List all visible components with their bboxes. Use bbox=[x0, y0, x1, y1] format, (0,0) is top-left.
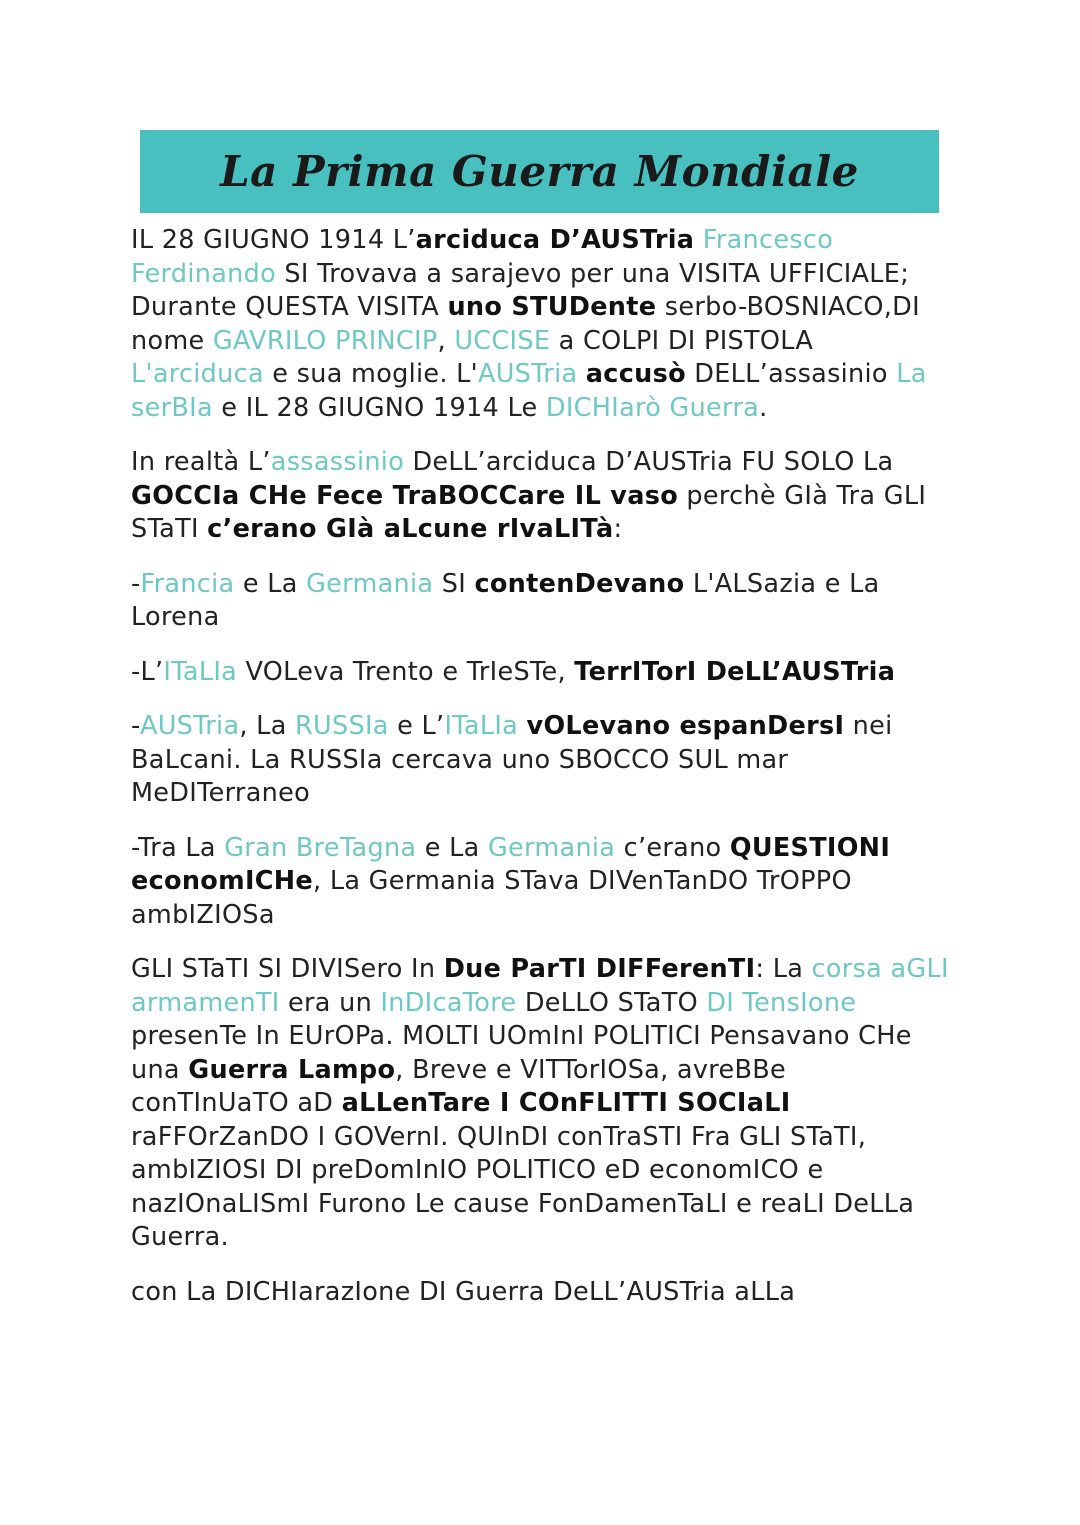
body-text: e La bbox=[416, 832, 488, 863]
body-text: DeLLO STaTO bbox=[516, 987, 707, 1018]
body-text: DELL’assasinio bbox=[685, 359, 897, 389]
paragraph bbox=[131, 1276, 951, 1310]
bold-text: GOCCIa CHe Fece TraBOCCare IL vaso bbox=[131, 480, 679, 511]
body-text: : bbox=[613, 514, 623, 544]
body-text: - bbox=[131, 711, 140, 741]
body-text: presenTe In EUrOPa. MOLTI UOmInI POLITICI Pensavano CHe una bbox=[131, 1021, 912, 1085]
paragraph bbox=[131, 832, 951, 933]
highlighted-text: L'arciduca bbox=[131, 359, 264, 389]
bold-text: aLLenTare I COnFLITTI SOCIaLI bbox=[341, 1088, 791, 1118]
bold-text: c’erano GIà aLcune rIvaLITà bbox=[207, 514, 614, 544]
body-text: : La bbox=[755, 954, 812, 984]
bold-text: contenDevano bbox=[474, 568, 685, 599]
body-text: nei BaLcani. La RUSSIa cercava uno SBOCCO SUL mar MeDITerraneo bbox=[131, 711, 893, 808]
body-text: , La Germania STava DIVenTanDO TrOPPO ambIZIOSa bbox=[131, 866, 852, 930]
body-text bbox=[518, 711, 526, 741]
highlighted-text: AUSTria bbox=[477, 359, 578, 389]
body-text: a COLPI DI PISTOLA bbox=[550, 325, 814, 356]
body-text: e IL 28 GIUGNO 1914 Le bbox=[212, 392, 546, 423]
highlighted-text: RUSSIa bbox=[295, 711, 389, 741]
body-text: raFFOrZanDO I GOVernI. QUInDI conTraSTI Fra GLI STaTI, ambIZIOSI DI preDomInIO POLITICO eD economICO e nazIOnaLISmI Furono Le cause FonDamenTaLI e reaLI DeLLa Guerra. bbox=[131, 1121, 915, 1252]
bold-text: accusò bbox=[585, 359, 686, 389]
highlighted-text: DI TensIone bbox=[706, 987, 857, 1018]
title-banner bbox=[140, 130, 939, 213]
highlighted-text: ITaLIa bbox=[444, 711, 519, 741]
page-title: La Prima Guerra Mondiale bbox=[220, 147, 859, 196]
body-text: -L’ bbox=[131, 656, 164, 687]
body-text: GLI STaTI SI DIVISero In bbox=[131, 954, 444, 984]
paragraph bbox=[131, 656, 951, 690]
body-text bbox=[694, 225, 702, 255]
paragraph bbox=[131, 224, 951, 425]
highlighted-text: corsa aGLI armamenTI bbox=[131, 954, 949, 1018]
body-text: e La bbox=[234, 568, 307, 599]
highlighted-text: Germania bbox=[306, 568, 434, 599]
bold-text: QUESTIONI economICHe bbox=[131, 832, 891, 896]
paragraph bbox=[131, 710, 951, 811]
body-text: DeLL’arciduca D’AUSTria FU SOLO La bbox=[404, 447, 894, 477]
paragraph bbox=[131, 568, 951, 635]
body-text: SI bbox=[433, 568, 475, 599]
highlighted-text: GAVRILO PRINCIP bbox=[212, 325, 438, 356]
highlighted-text: UCCISE bbox=[454, 325, 551, 356]
body-text: serbo-BOSNIACO,DI nome bbox=[131, 292, 920, 356]
body-text: SI Trovava a sarajevo per una VISITA UFFICIALE; Durante QUESTA VISITA bbox=[131, 258, 910, 322]
body-text: e sua moglie. L' bbox=[263, 359, 478, 389]
body-text: VOLeva Trento e TrIeSTe, bbox=[237, 656, 575, 687]
bold-text: TerrITorI DeLL’AUSTria bbox=[574, 656, 896, 687]
body-text: con La DICHIarazIone DI Guerra DeLL’AUSTria aLLa bbox=[131, 1276, 796, 1307]
body-text: . bbox=[759, 392, 768, 423]
bold-text: uno STUDente bbox=[447, 292, 657, 322]
highlighted-text: assassinio bbox=[270, 447, 405, 477]
body-text: L'ALSazia e La Lorena bbox=[131, 568, 880, 632]
bold-text: Due ParTI DIFFerenTI bbox=[443, 954, 756, 984]
paragraph bbox=[131, 446, 951, 547]
highlighted-text: InDIcaTore bbox=[380, 987, 517, 1018]
body-text: -Tra La bbox=[131, 832, 225, 863]
bold-text: arciduca D’AUSTria bbox=[415, 225, 695, 255]
body-text: , La bbox=[239, 711, 296, 741]
highlighted-text: La serBIa bbox=[131, 359, 927, 423]
body-text: IL 28 GIUGNO 1914 L’ bbox=[131, 225, 416, 255]
body-text bbox=[577, 359, 585, 389]
body-text: , Breve e VITTorIOSa, avreBBe conTInUaTO aD bbox=[131, 1054, 787, 1118]
body-text: c’erano bbox=[615, 832, 730, 863]
document-body bbox=[131, 224, 951, 1330]
paragraph bbox=[131, 953, 951, 1255]
highlighted-text: Francesco Ferdinando bbox=[131, 225, 834, 289]
highlighted-text: Francia bbox=[140, 568, 235, 599]
body-text: era un bbox=[279, 987, 381, 1018]
body-text: , bbox=[437, 325, 455, 356]
highlighted-text: Germania bbox=[488, 832, 616, 863]
body-text: - bbox=[131, 568, 141, 599]
body-text: perchè GIà Tra GLI STaTI bbox=[131, 480, 927, 544]
highlighted-text: DICHIarò Guerra bbox=[545, 392, 760, 423]
highlighted-text: AUSTria bbox=[139, 711, 240, 741]
bold-text: Guerra Lampo bbox=[188, 1054, 396, 1085]
body-text: e L’ bbox=[388, 711, 445, 741]
bold-text: vOLevano espanDersI bbox=[526, 711, 845, 741]
highlighted-text: ITaLIa bbox=[163, 656, 238, 687]
highlighted-text: Gran BreTagna bbox=[224, 832, 417, 863]
body-text: In realtà L’ bbox=[131, 447, 271, 477]
